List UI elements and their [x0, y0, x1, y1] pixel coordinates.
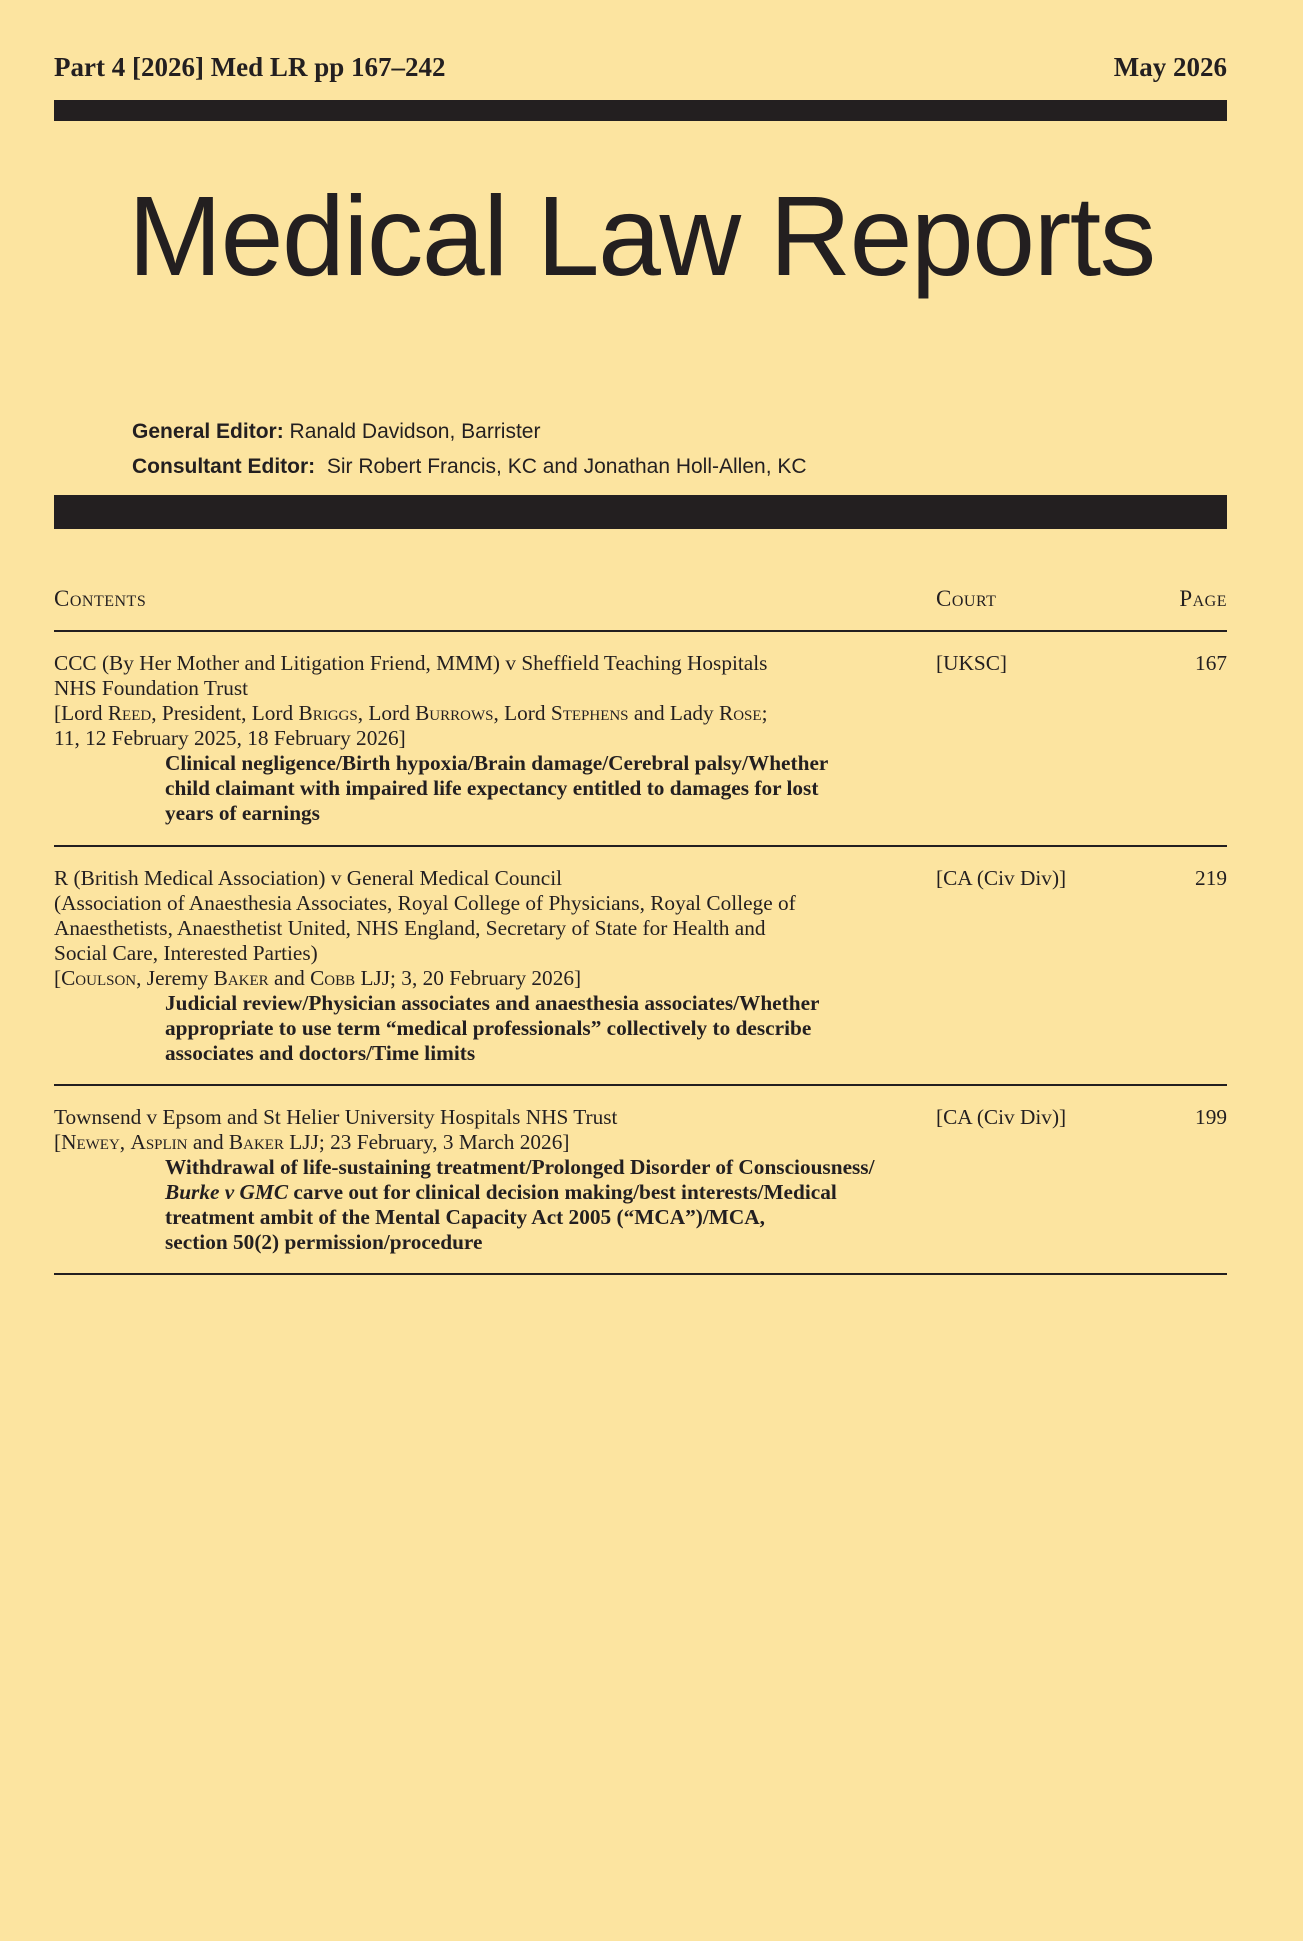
- case-summary: [54, 751, 934, 826]
- court-label: [CA (Civ Div)]: [936, 866, 1067, 890]
- judges-line: 11, 12 February 2025, 18 February 2026]: [54, 726, 406, 750]
- case-name-line: NHS Foundation Trust: [54, 676, 249, 700]
- summary-line: treatment ambit of the Mental Capacity Act 2005 (“MCA”)/MCA,: [165, 1205, 765, 1229]
- summary-line: years of earnings: [165, 801, 320, 825]
- top-bar-divider: [54, 100, 1227, 121]
- summary-line: section 50(2) permission/procedure: [165, 1230, 483, 1254]
- summary-line: Burke v GMC carve out for clinical decision making/best interests/Medical: [165, 1180, 837, 1204]
- contents-entry: [54, 651, 1227, 826]
- case-name-line: Townsend v Epsom and St Helier University Hospitals NHS Trust: [54, 1105, 618, 1129]
- entry-rule: [54, 1273, 1227, 1275]
- general-editor-line: [132, 420, 540, 444]
- consultant-editor-name: Sir Robert Francis, KC and Jonathan Holl-Allen, KC: [315, 455, 807, 478]
- contents-entry: [54, 866, 1227, 1066]
- summary-line: Judicial review/Physician associates and anaesthesia associates/Whether: [165, 991, 820, 1015]
- page-number: 167: [1195, 651, 1227, 675]
- court-label: [CA (Civ Div)]: [936, 1105, 1067, 1129]
- case-summary: [54, 991, 934, 1066]
- summary-line: Withdrawal of life-sustaining treatment/Prolonged Disorder of Consciousness/: [165, 1155, 875, 1179]
- case-name-line: (Association of Anaesthesia Associates, Royal College of Physicians, Royal College of: [54, 891, 796, 915]
- contents-rule: [54, 630, 1227, 632]
- middle-bar-divider: [54, 495, 1227, 529]
- page-number: 219: [1195, 866, 1227, 890]
- page-heading: Page: [1179, 586, 1227, 611]
- consultant-editor-line: [132, 455, 807, 479]
- general-editor-label: General Editor:: [132, 420, 284, 443]
- page-number: 199: [1195, 1105, 1227, 1129]
- contents-heading: Contents: [54, 586, 147, 611]
- summary-line: Clinical negligence/Birth hypoxia/Brain damage/Cerebral palsy/Whether: [165, 751, 829, 775]
- court-label: [UKSC]: [936, 651, 1007, 675]
- court-heading: Court: [936, 586, 997, 611]
- case-name-line: R (British Medical Association) v General Medical Council: [54, 866, 563, 890]
- general-editor-name: Ranald Davidson, Barrister: [283, 420, 541, 443]
- summary-line: appropriate to use term “medical professionals” collectively to describe: [165, 1016, 812, 1040]
- case-name-line: CCC (By Her Mother and Litigation Friend, MMM) v Sheffield Teaching Hospitals: [54, 651, 768, 675]
- case-name-line: Anaesthetists, Anaesthetist United, NHS England, Secretary of State for Health and: [54, 916, 766, 940]
- entry-rule: [54, 845, 1227, 847]
- consultant-editor-label: Consultant Editor:: [132, 455, 316, 478]
- issue-date: May 2026: [1113, 52, 1227, 82]
- judges-line: [Lord Reed, President, Lord Briggs, Lord Burrows, Lord Stephens and Lady Rose;: [54, 701, 768, 725]
- journal-title: Medical Law Reports: [128, 173, 1155, 299]
- entry-rule: [54, 1084, 1227, 1086]
- judges-line: [Newey, Asplin and Baker LJJ; 23 February, 3 March 2026]: [54, 1130, 570, 1154]
- summary-line: child claimant with impaired life expectancy entitled to damages for lost: [165, 776, 819, 800]
- judges-line: [Coulson, Jeremy Baker and Cobb LJJ; 3, 20 February 2026]: [54, 966, 582, 990]
- contents-entry: [54, 1105, 1227, 1255]
- case-name-line: Social Care, Interested Parties): [54, 941, 318, 965]
- summary-line: associates and doctors/Time limits: [165, 1041, 476, 1065]
- issue-part-label: Part 4 [2026] Med LR pp 167–242: [54, 52, 446, 82]
- case-summary: [54, 1155, 934, 1255]
